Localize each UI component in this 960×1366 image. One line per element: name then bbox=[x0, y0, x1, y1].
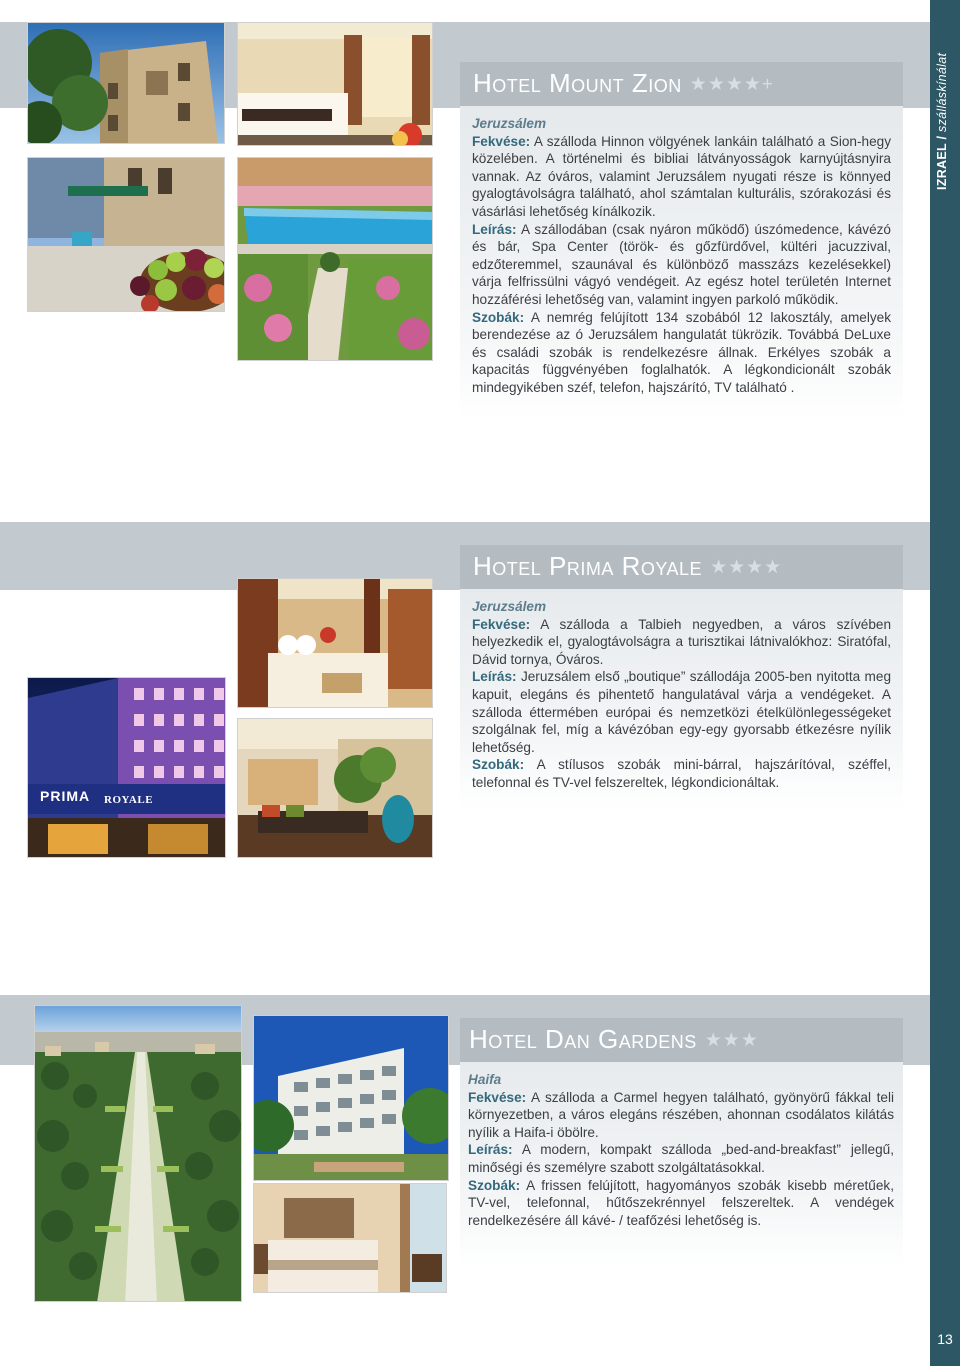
sidebar-label: IZRAEL / szálláskínálat bbox=[935, 52, 949, 190]
terraced-gardens-photo bbox=[34, 1005, 242, 1302]
right-sidebar bbox=[930, 0, 960, 1366]
rooms-paragraph: Szobák: A nemrég felújított 134 szobából 12 lakosztály, amelyek berendezése az ó Jeruzsálem hangulatát tükrözik. Továbbá DeLuxe és családi szobák is rendelkezésre állnak. Erkélyes szobák a kapacitás függvényében foglalhatók. A légkondicionált szobák mindegyikében széf, telefon, hajszárító, TV található . bbox=[472, 309, 891, 395]
hotel-title: Hotel Dan Gardens ★★★ bbox=[469, 1024, 759, 1054]
page-number: 13 bbox=[937, 1331, 953, 1347]
hotel-city: Jeruzsálem bbox=[472, 116, 547, 131]
star-rating: ★★★★+ bbox=[689, 74, 775, 95]
prima-sign: PRIMA bbox=[40, 788, 91, 804]
location-paragraph: Fekvése: A szálloda a Carmel hegyen található, gyönyörű fákkal teli környezetben, a város elegáns részében, ahonnan csodálatos kilátás nyílik a Haifa-i öbölre. bbox=[468, 1089, 894, 1140]
star-rating: ★★★★ bbox=[710, 557, 783, 578]
star-rating: ★★★ bbox=[704, 1030, 759, 1051]
hotel-description bbox=[468, 1071, 894, 1229]
hotel-card-prima-royale bbox=[460, 545, 903, 810]
pool-garden-photo bbox=[237, 157, 433, 361]
hotel-building-photo bbox=[27, 22, 225, 144]
hotel-room-photo bbox=[237, 22, 433, 146]
hotel-city: Jeruzsálem bbox=[472, 599, 547, 614]
hotel-title: Hotel Mount Zion ★★★★+ bbox=[473, 68, 775, 98]
hotel-card-mount-zion bbox=[460, 62, 903, 422]
description-paragraph: Leírás: A modern, kompakt szálloda „bed-and-breakfast” jellegű, minőségi és személyre szabott szolgáltatásokkal. bbox=[468, 1142, 894, 1175]
hotel-description bbox=[472, 598, 891, 792]
hotel-title: Hotel Prima Royale ★★★★ bbox=[473, 551, 783, 581]
royale-sign: ROYALE bbox=[104, 794, 154, 806]
hotel-exterior-photo bbox=[253, 1015, 449, 1181]
terrace-fruit-photo bbox=[27, 157, 225, 312]
hotel-card-dan-gardens bbox=[460, 1018, 903, 1268]
rooms-paragraph: Szobák: A stílusos szobák mini-bárral, hajszárítóval, széffel, telefonnal és TV-vel felszereltek, légkondicionáltak. bbox=[472, 757, 891, 790]
description-paragraph: Leírás: Jeruzsálem első „boutique” szállodája 2005-ben nyitotta meg kapuit, elegáns és pihentető hangulatával várja a vendégeket. A szálloda éttermében európai és nemzetközi ételkülönlegességeket szolgálnak fel, míg a kávézóban egy-egy gyorsabb étkezésre nyílik lehetőség. bbox=[472, 669, 891, 755]
location-paragraph: Fekvése: A szálloda a Talbieh negyedben, a város szívében helyezkedik el, gyalogtávolságra a turisztikai látnivalókhoz: Siratófal, Dávid tornya, Óváros. bbox=[472, 616, 891, 667]
rooms-paragraph: Szobák: A frissen felújított, hagyományos szobák kisebb méretűek, TV-vel, telefonnal, hűtőszekrénnyel felszereltek. A vendégek rendelkezésére áll kávé- / teafőzési lehetőség is. bbox=[468, 1177, 894, 1228]
guest-room-photo bbox=[253, 1183, 447, 1293]
hotel-description bbox=[472, 115, 891, 397]
suite-room-photo bbox=[237, 578, 433, 708]
location-paragraph: Fekvése: A szálloda Hinnon völgyének lankáin található a Sion-hegy közelében. A történelmi és bibliai látványosságok karnyújtásnyira vannak. Az óváros, valamint Jeruzsálem nyugati része is könnyed gyalogtávolságra található, ahol számtalan kulturális, szórakozási és vásárlási lehetőség kínálkozik. bbox=[472, 133, 891, 219]
description-paragraph: Leírás: A szállodában (csak nyáron működő) úszómedence, kávézó és bár, Spa Center (török- és gőzfürdővel, kültéri jacuzzival, edzőteremmel, szaunával és különböző masszázs kezelésekkel) várja felfrissülni vágyó vendégeit. Az egész hotel területén Internet hozzáférési lehetőség van, valamint ingyen parkoló működik. bbox=[472, 221, 891, 307]
lobby-photo bbox=[237, 718, 433, 858]
hotel-city: Haifa bbox=[468, 1072, 502, 1087]
night-facade-photo bbox=[27, 677, 226, 858]
